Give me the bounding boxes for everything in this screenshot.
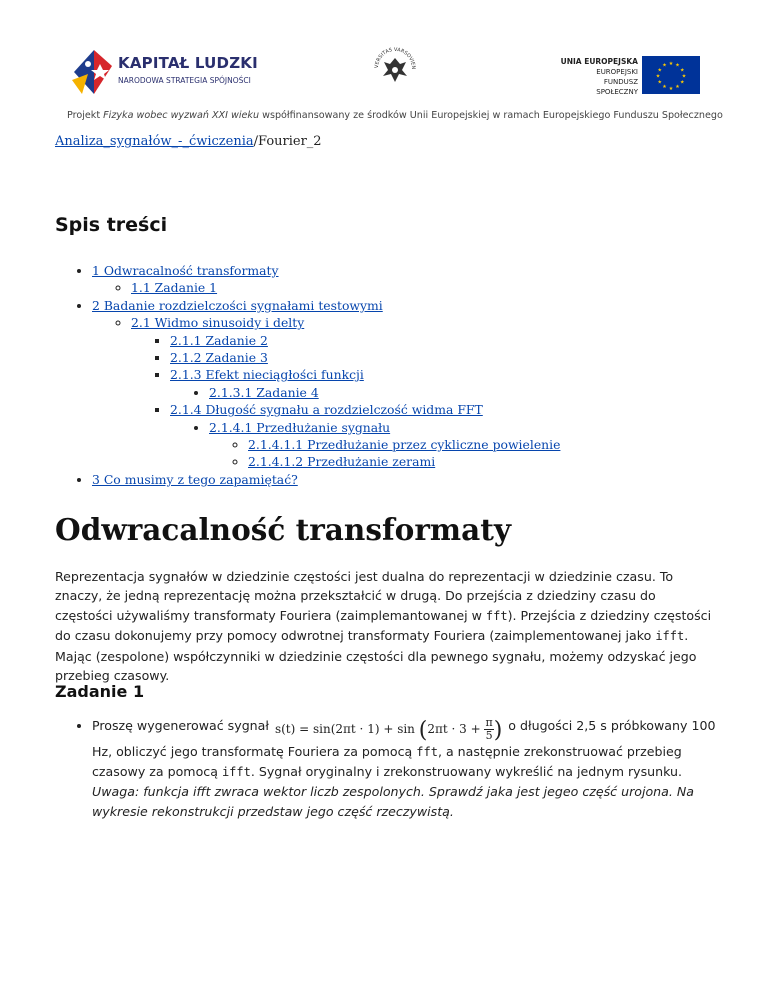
toc-link-2[interactable]: 2 Badanie rozdzielczości sygnałami testowymi <box>92 297 383 313</box>
toc-link-3[interactable]: 3 Co musimy z tego zapamiętać? <box>92 471 298 487</box>
task1-text-3: , a następnie zrekonstruować przebieg czasowy za pomocą <box>92 744 682 780</box>
para-text-2: ). Przejścia z dziedziny częstości do czasu dokonujemy przy pomocy odwrotnej transformaty Fouriera (zaimplementowanej jako <box>55 607 712 644</box>
eu-caption <box>560 56 638 97</box>
svg-text:★: ★ <box>668 86 674 92</box>
svg-text:★: ★ <box>662 62 667 69</box>
toc-item <box>248 436 560 453</box>
svg-text:★: ★ <box>662 84 667 91</box>
toc-item <box>131 314 560 471</box>
toc-link-1-1[interactable]: 1.1 Zadanie 1 <box>131 280 218 296</box>
svg-text:★: ★ <box>657 79 663 86</box>
kapital-title: KAPITAŁ LUDZKI <box>118 54 258 72</box>
intro-paragraph <box>55 567 715 685</box>
eu-title: UNIA EUROPEJSKA <box>560 57 638 66</box>
toc-link-1[interactable]: 1 Odwracalność transformaty <box>92 263 279 278</box>
task1-note: Uwaga: funkcja ifft zwraca wektor liczb zespolonych. Sprawdź jaka jest jegeo część urojona. Na wykresie rekonstrukcji przedstaw jego część rzeczywistą. <box>92 784 695 819</box>
svg-text:★: ★ <box>679 79 685 86</box>
section-title: Odwracalność transformaty <box>55 512 511 547</box>
task1-item <box>92 716 720 821</box>
code-fft: fft <box>485 608 508 623</box>
toc-item <box>92 297 560 471</box>
formula-inner: 2πt · 3 + <box>427 722 481 736</box>
kapital-ludzki-emblem-icon <box>70 44 116 100</box>
toc-link-2-1-1[interactable]: 2.1.1 Zadanie 2 <box>170 332 268 348</box>
task1-text-2: o długości 2,5 s próbkowany 100 Hz, obliczyć jego transformatę Fouriera za pomocą <box>92 718 716 759</box>
eu-line1: EUROPEJSKI <box>596 68 638 76</box>
toc-link-2-1-3[interactable]: 2.1.3 Efekt nieciągłości funkcji <box>170 367 364 383</box>
toc-item <box>248 453 560 470</box>
para-text-1: Reprezentacja sygnałów w dziedzinie częstości jest dualna do reprezentacji w dziedzinie czasu. To znaczy, że jedną reprezentację można przekształcić w drugą. Do przejścia z dziedziny czasu do częstości używaliśmy transformaty Fouriera (zaimplemantowanej w <box>55 569 674 623</box>
toc-link-2-1-4-1[interactable]: 2.1.4.1 Przedłużanie sygnału <box>209 419 391 435</box>
signal-formula: s(t) = sin(2πt · 1) + sin (2πt · 3 + $\frac{\pi}{5}$ ) <box>274 716 503 743</box>
formula-denominator: 5 <box>485 729 493 742</box>
code-ifft: ifft <box>655 629 685 644</box>
toc-item <box>170 401 560 471</box>
toc-link-2-1-3-1[interactable]: 2.1.3.1 Zadanie 4 <box>209 384 319 400</box>
task1-code-ifft: ifft <box>221 765 251 780</box>
kapital-ludzki-logo <box>70 44 270 100</box>
toc-item <box>170 332 560 349</box>
toc-item <box>209 419 560 471</box>
toc-item <box>92 471 560 488</box>
task1-heading: Zadanie 1 <box>55 682 145 701</box>
svg-text:★: ★ <box>655 73 661 80</box>
project-suffix: współfinansowany ze środków Unii Europejskiej w ramach Europejskiego Funduszu Społecznego <box>259 110 723 121</box>
kapital-subtitle: NARODOWA STRATEGIA SPÓJNOŚCI <box>118 76 251 85</box>
project-prefix: Projekt <box>67 110 104 121</box>
task1-text-1: Proszę wygenerować sygnał <box>92 718 273 733</box>
toc-heading: Spis treści <box>55 214 168 236</box>
toc-link-2-1[interactable]: 2.1 Widmo sinusoidy i delty <box>131 315 305 331</box>
svg-text:★: ★ <box>668 61 674 67</box>
university-seal-icon <box>372 44 418 92</box>
header-banner <box>0 0 768 130</box>
seal-text: VERSITAS VARSOVIEN <box>373 46 417 70</box>
formula-numerator: π <box>485 716 493 729</box>
breadcrumb <box>55 134 322 149</box>
breadcrumb-current: /Fourier_2 <box>253 134 322 149</box>
toc-link-2-1-4-1-2[interactable]: 2.1.4.1.2 Przedłużanie zerami <box>248 454 436 470</box>
svg-text:★: ★ <box>675 84 680 91</box>
breadcrumb-parent-link[interactable]: Analiza_sygnałów_-_ćwiczenia <box>55 134 254 149</box>
svg-text:★: ★ <box>679 67 685 74</box>
toc-item <box>170 349 560 366</box>
project-title: Fizyka wobec wyzwań XXI wieku <box>103 110 260 121</box>
table-of-contents <box>55 262 560 488</box>
eu-flag-icon <box>642 56 700 94</box>
toc-item <box>170 366 560 401</box>
toc-item <box>131 279 560 296</box>
formula-lhs: s(t) = sin(2πt · 1) + sin <box>274 722 415 736</box>
toc-link-2-1-4[interactable]: 2.1.4 Długość sygnału a rozdzielczość widma FFT <box>170 402 483 418</box>
project-line <box>67 110 723 121</box>
para-text-3: . Mając (zespolone) współczynniki w dziedzinie częstości dla pewnego sygnału, możemy odzyskać jego przebieg czasowy. <box>55 628 697 684</box>
toc-item <box>92 262 560 297</box>
toc-link-2-1-2[interactable]: 2.1.2 Zadanie 3 <box>170 350 268 366</box>
toc-link-2-1-4-1-1[interactable]: 2.1.4.1.1 Przedłużanie przez cykliczne powielenie <box>248 437 561 453</box>
svg-text:★: ★ <box>675 62 680 69</box>
svg-text:★: ★ <box>681 73 687 80</box>
task1-body <box>55 716 720 821</box>
svg-text:★: ★ <box>657 67 663 74</box>
toc-item <box>209 384 560 401</box>
eu-line2: FUNDUSZ SPOŁECZNY <box>596 78 638 96</box>
task1-text-4: . Sygnał oryginalny i zrekonstruowany wykreślić na jednym rysunku. <box>250 764 683 780</box>
task1-code-fft: fft <box>416 745 438 759</box>
